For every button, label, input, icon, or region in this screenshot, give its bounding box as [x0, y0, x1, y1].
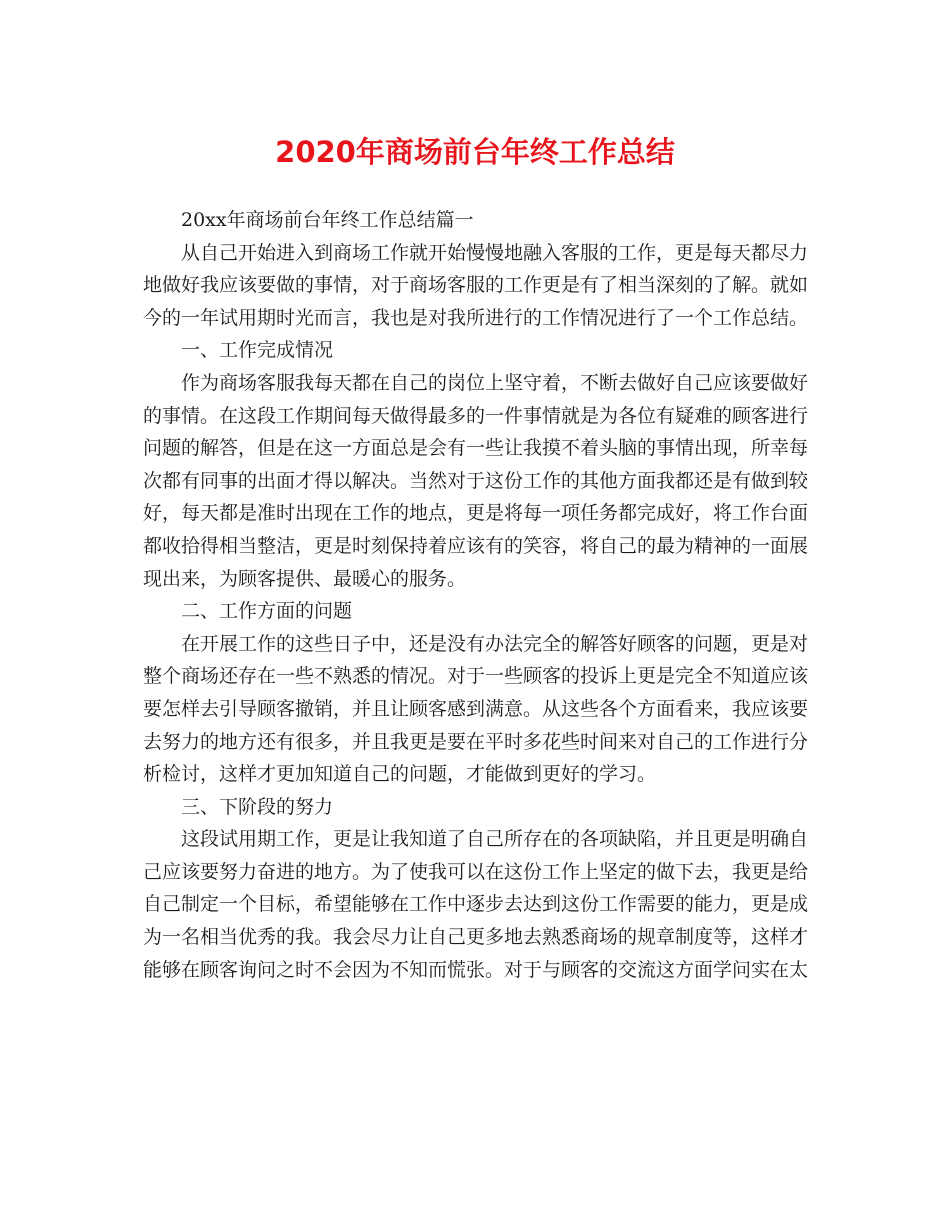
section-heading: 20xx年商场前台年终工作总结篇一	[181, 209, 474, 231]
body-paragraph: 从自己开始进入到商场工作就开始慢慢地融入客服的工作，更是每天都尽力地做好我应该要做的事情，对于商场客服的工作更是有了相当深刻的了解。就如今的一年试用期时光而言，我也是对我所进行的工作情况进行了一个工作总结。	[143, 241, 809, 329]
body-paragraph: 这段试用期工作，更是让我知道了自己所存在的各项缺陷，并且更是明确自己应该要努力奋进的地方。为了使我可以在这份工作上坚定的做下去，我更是给自己制定一个目标，希望能够在工作中逐步去达到这份工作需要的能力，更是成为一名相当优秀的我。我会尽力让自己更多地去熟悉商场的规章制度等，这样才能够在顾客询问之时不会因为不知而慌张。对于与顾客的交流这方面学问实在太	[143, 828, 809, 981]
section-heading: 二、工作方面的问题	[181, 600, 353, 623]
section-heading: 三、下阶段的努力	[181, 795, 334, 818]
section-heading: 一、工作完成情况	[181, 339, 334, 362]
body-paragraph: 在开展工作的这些日子中，还是没有办法完全的解答好顾客的问题，更是对整个商场还存在一些不熟悉的情况。对于一些顾客的投诉上更是完全不知道应该要怎样去引导顾客撤销，并且让顾客感到满意。从这些各个方面看来，我应该要去努力的地方还有很多，并且我更是要在平时多花些时间来对自己的工作进行分析检讨，这样才更加知道自己的问题，才能做到更好的学习。	[143, 632, 809, 786]
body-paragraph: 作为商场客服我每天都在自己的岗位上坚守着，不断去做好自己应该要做好的事情。在这段工作期间每天做得最多的一件事情就是为各位有疑难的顾客进行问题的解答，但是在这一方面总是会有一些让我摸不着头脑的事情出现，所幸每次都有同事的出面才得以解决。当然对于这份工作的其他方面我都还是有做到较好，每天都是准时出现在工作的地点，更是将每一项任务都完成好，将工作台面都收拾得相当整洁，更是时刻保持着应该有的笑容，将自己的最为精神的一面展现出来，为顾客提供、最暖心的服务。	[143, 371, 809, 590]
document-title: 2020年商场前台年终工作总结	[275, 135, 675, 169]
document-body	[143, 204, 808, 986]
